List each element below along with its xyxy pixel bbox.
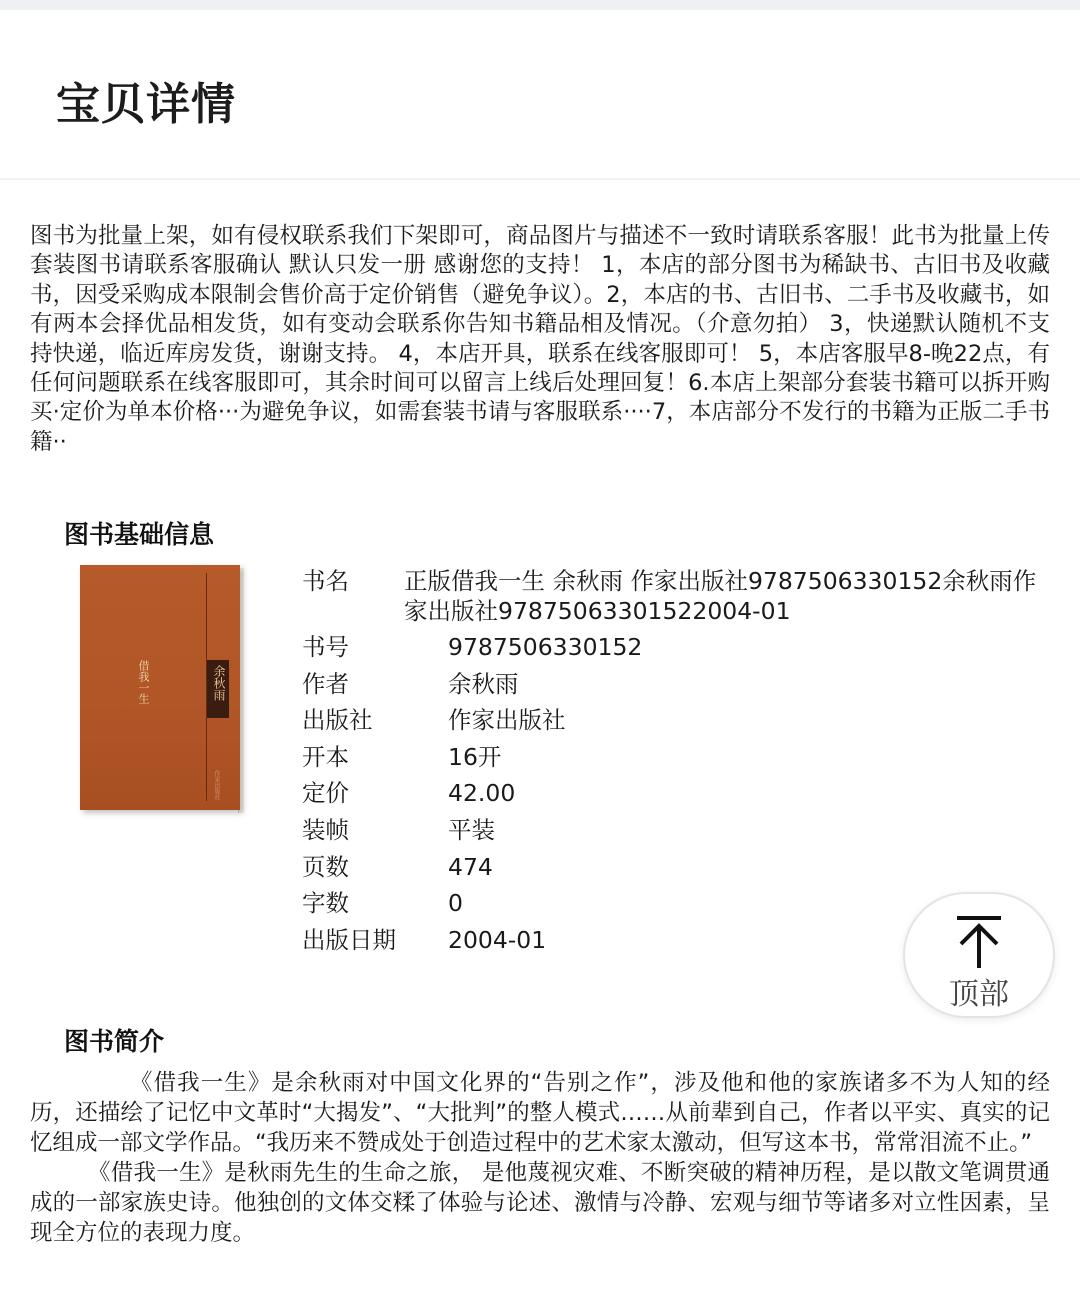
info-value: 2004-01 bbox=[448, 925, 547, 954]
info-value: 余秋雨 bbox=[448, 669, 519, 698]
page-header bbox=[0, 10, 1080, 180]
info-row-price bbox=[302, 775, 1042, 812]
intro-paragraph: 《借我一生》是秋雨先生的生命之旅， 是他蔑视灾难、不断突破的精神历程，是以散文笔调贯通成的一部家族史诗。他独创的文体交糅了体验与论述、激情与冷静、宏观与细节等诸多对立性因素，呈现全方位的表现力度。 bbox=[30, 1160, 1050, 1246]
info-row-author bbox=[302, 666, 1042, 703]
info-label: 作者 bbox=[302, 669, 349, 698]
info-row-isbn bbox=[302, 629, 1042, 666]
info-value: 42.00 bbox=[448, 779, 516, 808]
info-label: 出版日期 bbox=[302, 925, 396, 954]
info-value: 平装 bbox=[448, 815, 495, 844]
cover-publisher: 作家出版社 bbox=[213, 770, 220, 800]
book-cover-image bbox=[80, 565, 244, 813]
back-to-top-button[interactable] bbox=[903, 892, 1055, 1018]
info-value: 作家出版社 bbox=[448, 706, 566, 735]
info-label: 字数 bbox=[302, 889, 349, 918]
info-value: 474 bbox=[448, 852, 493, 881]
info-value: 0 bbox=[448, 889, 463, 918]
cover-front bbox=[80, 565, 240, 810]
cover-author-box bbox=[207, 660, 229, 718]
intro-paragraph: 《借我一生》是余秋雨对中国文化界的“告别之作”，涉及他和他的家族诸多不为人知的经历，还描绘了记忆中文革时“大揭发”、“大批判”的整人模式……从前辈到自己，作者以平实、真实的记忆组成一部文学作品。“我历来不赞成处于创造过程中的艺术家太激动，但写这本书，常常泪流不止。” bbox=[30, 1070, 1050, 1156]
arrow-up-icon bbox=[957, 916, 1001, 968]
info-value: 正版借我一生 余秋雨 作家出版社9787506330152余秋雨作家出版社97875063301522004-01 bbox=[404, 567, 1037, 625]
info-row-format bbox=[302, 739, 1042, 776]
info-label: 开本 bbox=[302, 742, 349, 771]
info-value: 16开 bbox=[448, 742, 502, 771]
store-notice: 图书为批量上架，如有侵权联系我们下架即可，商品图片与描述不一致时请联系客服！此书为批量上传 套装图书请联系客服确认 默认只发一册 感谢您的支持！ 1，本店的部分图书为稀缺书、古旧书及收藏书，因受采购成本限制会售价高于定价销售（避免争议）。2，本店的书、古旧书、二手书及收藏书，如有两本会择优品相发货，如有变动会联系你告知书籍品相及情况。（介意勿拍） 3，快递默认随机不支持快递，临近库房发货，谢谢支持。 4，本店开具，联系在线客服即可！ 5，本店客服早8-晚22点，有任何问题联系在线客服即可，其余时间可以留言上线后处理回复！6.本店上架部分套装书籍可以拆开购买·定价为单本价格···为避免争议，如需套装书请与客服联系····7，本店部分不发行的书籍为正版二手书籍·· bbox=[30, 223, 1050, 455]
top-strip bbox=[0, 0, 1080, 10]
cover-title: 借我一生 bbox=[137, 660, 150, 704]
basic-info-heading: 图书基础信息 bbox=[64, 520, 215, 549]
info-row-publisher bbox=[302, 702, 1042, 739]
info-row-pages bbox=[302, 849, 1042, 886]
info-label: 装帧 bbox=[302, 815, 349, 844]
info-row-binding bbox=[302, 812, 1042, 849]
info-label: 书号 bbox=[302, 633, 349, 661]
back-to-top-label: 顶部 bbox=[949, 977, 1009, 1012]
intro-heading: 图书简介 bbox=[64, 1027, 165, 1056]
info-label: 定价 bbox=[302, 779, 349, 808]
info-label: 页数 bbox=[302, 852, 349, 881]
info-value: 9787506330152 bbox=[448, 633, 643, 661]
page-title: 宝贝详情 bbox=[56, 79, 236, 130]
cover-author: 余秋雨 bbox=[212, 665, 226, 701]
info-label: 书名 bbox=[302, 567, 349, 595]
book-info-table bbox=[302, 566, 1042, 958]
info-label: 出版社 bbox=[302, 706, 373, 735]
book-intro bbox=[30, 1068, 1050, 1248]
info-row-title bbox=[302, 566, 1042, 629]
